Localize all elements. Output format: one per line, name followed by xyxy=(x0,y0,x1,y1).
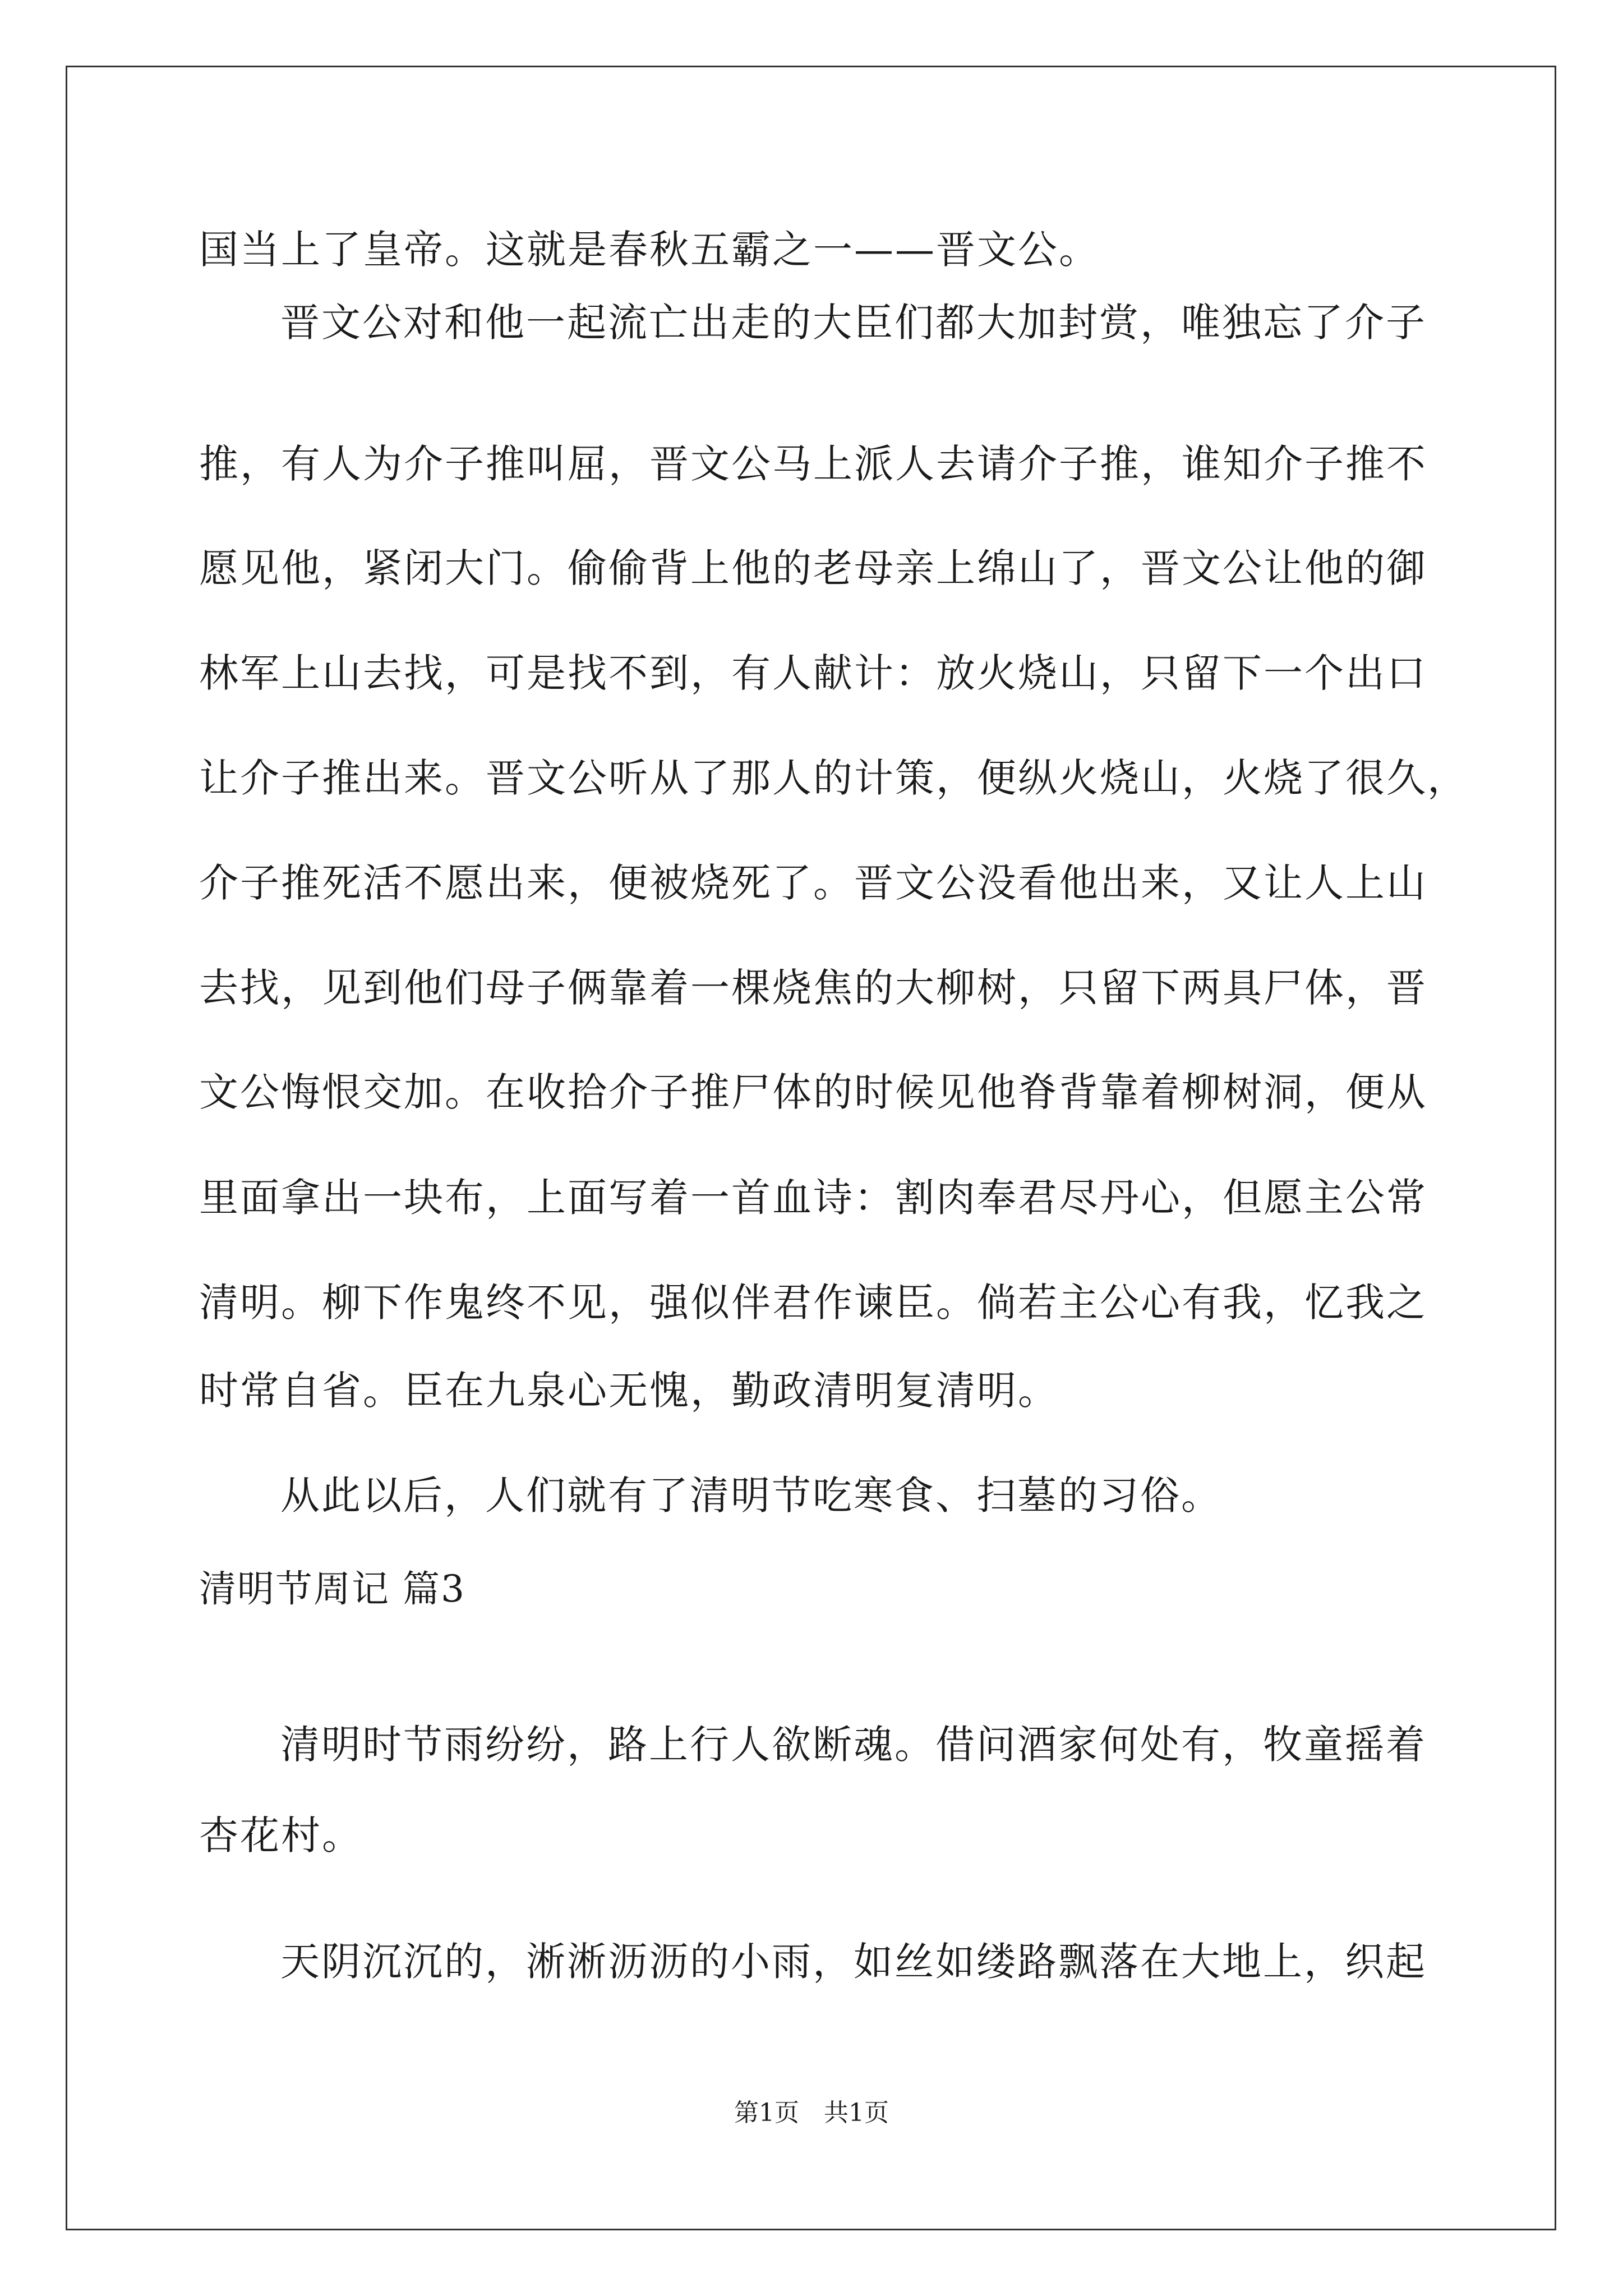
text-line: 清明时节雨纷纷，路上行人欲断魂。借问酒家何处有，牧童摇着 xyxy=(280,1722,1427,1768)
text-line: 里面拿出一块布，上面写着一首血诗：割肉奉君尽丹心，但愿主公常 xyxy=(199,1175,1427,1221)
text-line: 去找，见到他们母子俩靠着一棵烧焦的大柳树，只留下两具尸体，晋 xyxy=(199,965,1427,1011)
text-line: 晋文公对和他一起流亡出走的大臣们都大加封赏，唯独忘了介子 xyxy=(280,300,1427,346)
text-line: 杏花村。 xyxy=(199,1812,363,1858)
text-line: 时常自省。臣在九泉心无愧，勤政清明复清明。 xyxy=(199,1368,1059,1414)
text-line: 文公悔恨交加。在收拾介子推尸体的时候见他脊背靠着柳树洞，便从 xyxy=(199,1069,1427,1115)
text-line: 林军上山去找，可是找不到，有人献计：放火烧山，只留下一个出口 xyxy=(199,650,1427,696)
text-line: 清明。柳下作鬼终不见，强似伴君作谏臣。倘若主公心有我，忆我之 xyxy=(199,1280,1427,1326)
text-line: 从此以后，人们就有了清明节吃寒食、扫墓的习俗。 xyxy=(280,1473,1222,1519)
text-line: 介子推死活不愿出来，便被烧死了。晋文公没看他出来，又让人上山 xyxy=(199,860,1427,906)
text-line: 天阴沉沉的，淅淅沥沥的小雨，如丝如缕路飘落在大地上，织起 xyxy=(280,1939,1427,1985)
text-line: 让介子推出来。晋文公听从了那人的计策，便纵火烧山，火烧了很久， xyxy=(199,755,1468,801)
text-line: 国当上了皇帝。这就是春秋五霸之一——晋文公。 xyxy=(199,227,1100,273)
page-footer: 第1页 共1页 xyxy=(734,2099,889,2127)
text-line: 愿见他，紧闭大门。偷偷背上他的老母亲上绵山了，晋文公让他的御 xyxy=(199,545,1427,591)
section-heading: 清明节周记 篇3 xyxy=(199,1567,465,1611)
page-border xyxy=(66,66,1556,2230)
text-line: 推，有人为介子推叫屈，晋文公马上派人去请介子推，谁知介子推不 xyxy=(199,441,1427,487)
